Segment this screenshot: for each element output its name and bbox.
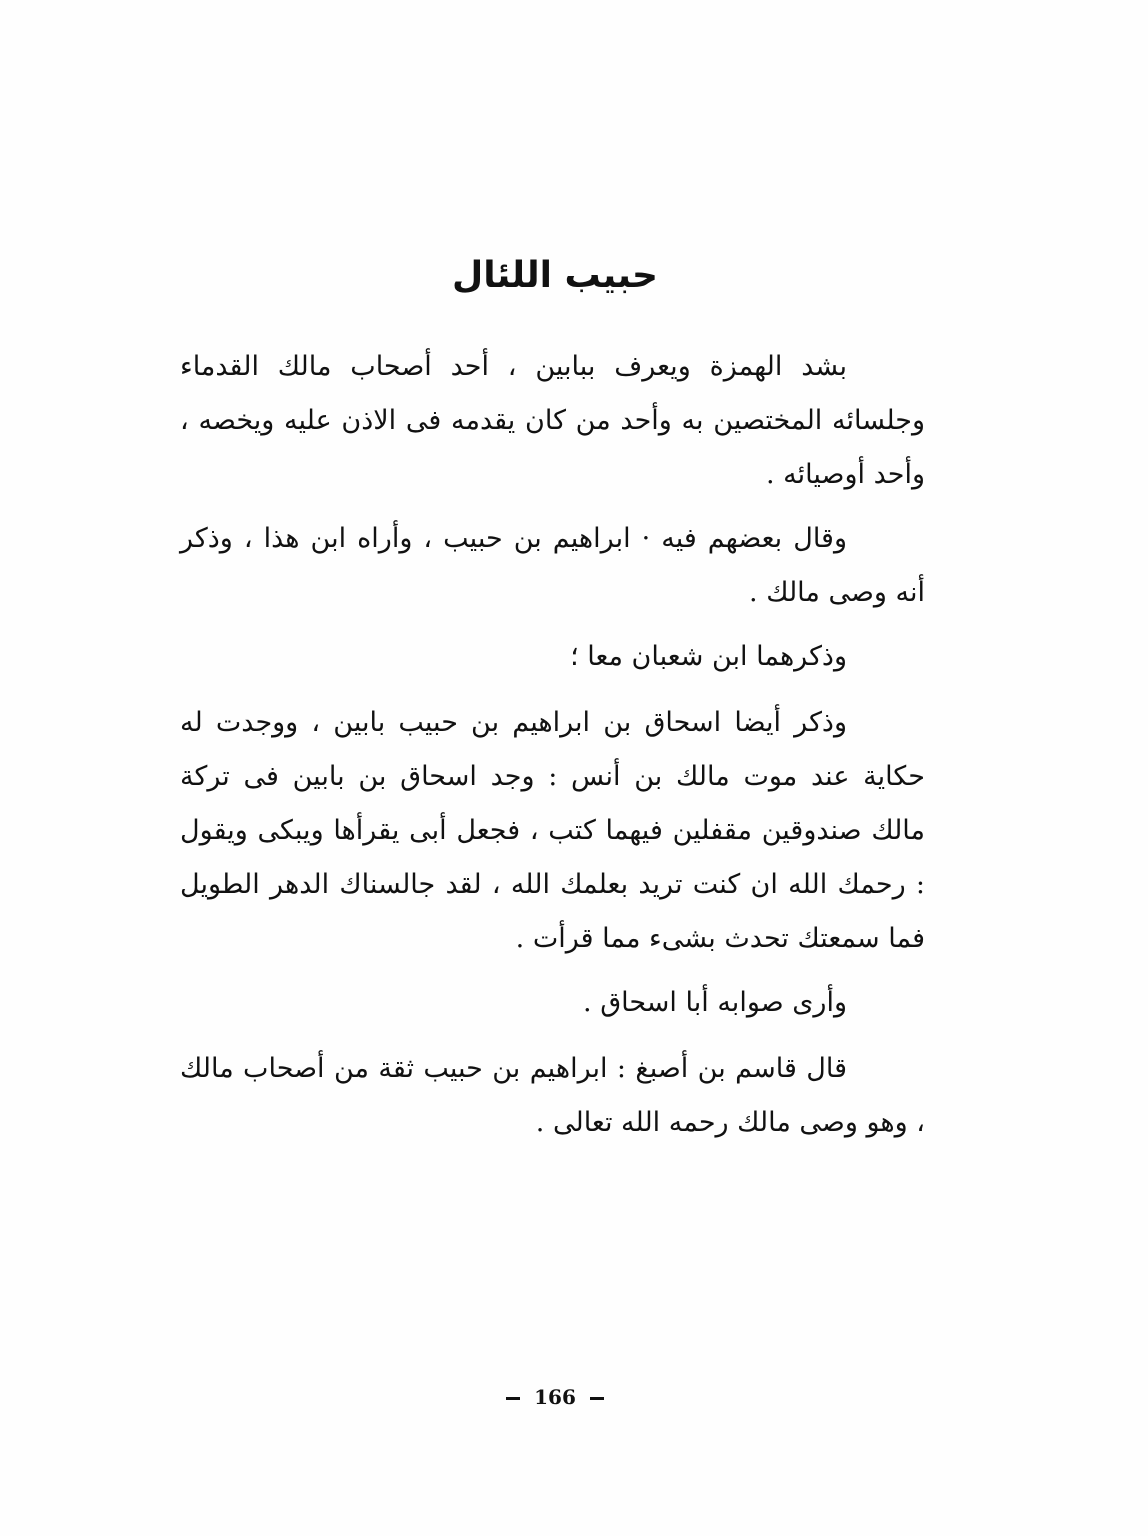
page-number-footer <box>0 1382 1110 1412</box>
paragraph-5: وأرى صوابه أبا اسحاق . <box>583 987 847 1018</box>
dash-left <box>506 1397 520 1400</box>
page-number: 166 <box>534 1385 576 1409</box>
paragraph-2: وقال بعضهم فيه · ابراهيم بن حبيب ، وأراه ابن هذا ، وذكر أنه وصى مالك . <box>180 523 925 608</box>
paragraph-3: وذكرهما ابن شعبان معا ؛ <box>570 641 847 672</box>
page-title: حبيب اللئال <box>452 255 658 296</box>
paragraph-6: قال قاسم بن أصبغ : ابراهيم بن حبيب ثقة من أصحاب مالك ، وهو وصى مالك رحمه الله تعالى . <box>180 1053 925 1138</box>
dash-right <box>590 1397 604 1400</box>
body-text <box>180 340 925 1160</box>
paragraph-4: وذكر أيضا اسحاق بن ابراهيم بن حبيب بابين ، ووجدت له حكاية عند موت مالك بن أنس : وجد اسحاق بن بابين فى تركة مالك صندوقين مقفلين فيهما كتب ، فجعل أبى يقرأها ويبكى ويقول : رحمك الله ان كنت تريد بعلمك الله ، لقد جالسناك الدهر الطويل فما سمعتك تحدث بشىء مما قرأت . <box>180 707 925 954</box>
paragraph-1: بشد الهمزة ويعرف ببابين ، أحد أصحاب مالك القدماء وجلسائه المختصين به وأحد من كان يقدمه فى الاذن عليه ويخصه ، وأحد أوصيائه . <box>180 351 925 490</box>
